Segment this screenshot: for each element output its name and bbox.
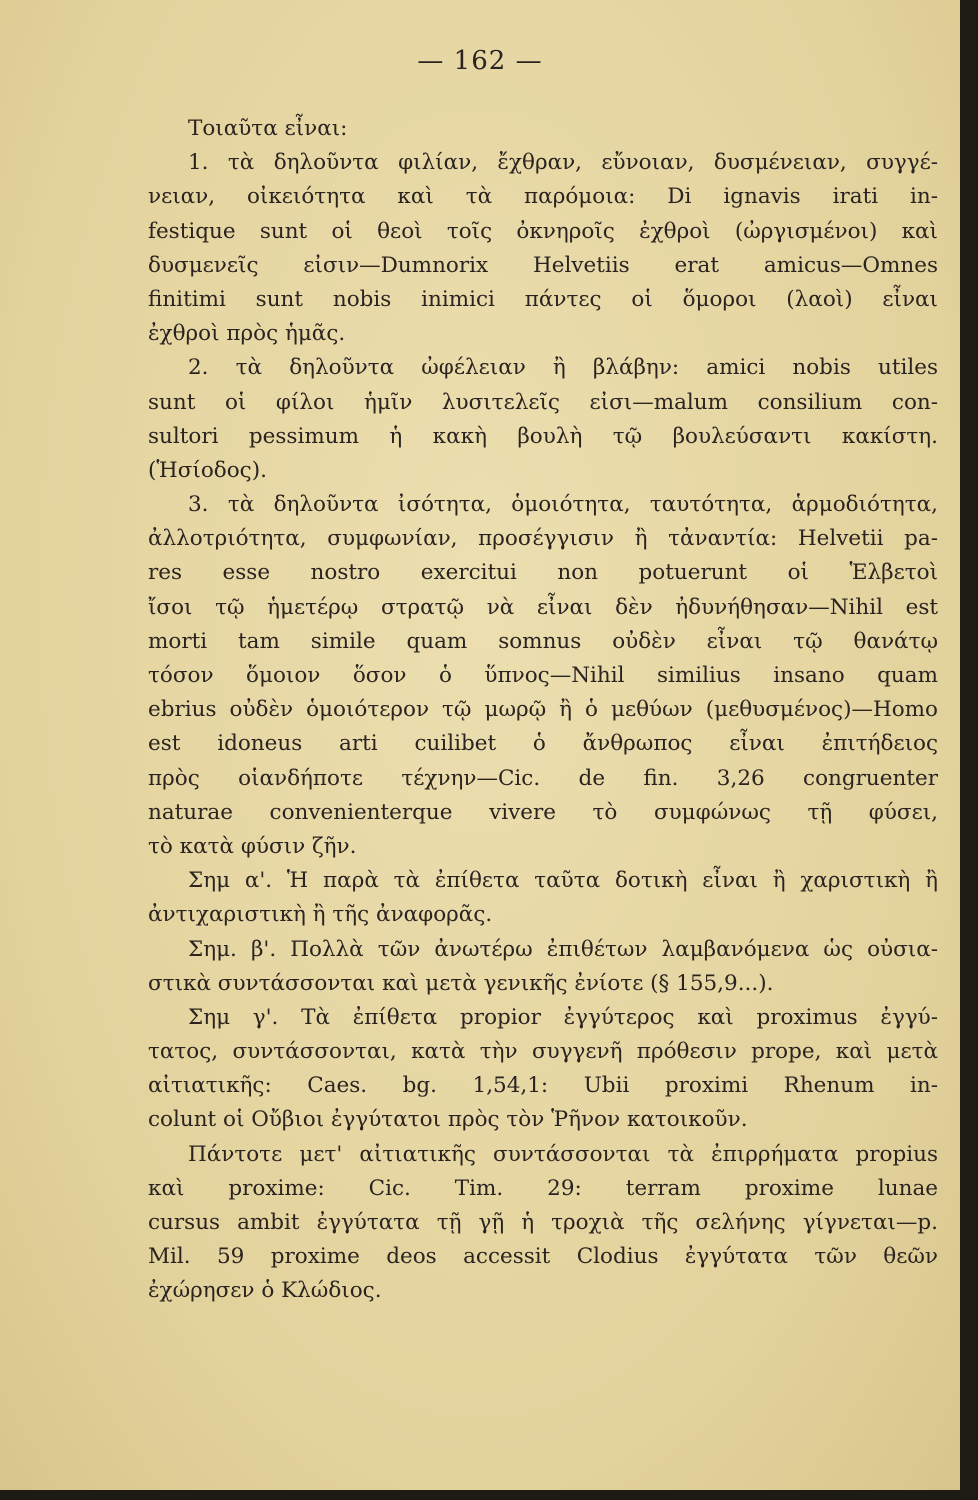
text-line: sultori pessimum ἡ κακὴ βουλὴ τῷ βουλεύσαντι κακίστη. [148,423,938,449]
text-line: 3. τὰ δηλοῦντα ἰσότητα, ὁμοιότητα, ταυτότητα, ἁρμοδιότητα, [188,492,938,518]
text-line: 1. τὰ δηλοῦντα φιλίαν, ἔχθραν, εὔνοιαν, δυσμένειαν, συγγέ- [188,150,938,176]
text-line: Τοιαῦτα εἶναι: [188,116,348,141]
text-line: ἴσοι τῷ ἡμετέρῳ στρατῷ νὰ εἶναι δὲν ἠδυνήθησαν—Nihil est [148,594,938,620]
text-line: morti tam simile quam somnus οὐδὲν εἶναι τῷ θανάτῳ [148,628,938,654]
text-line: πρὸς οἱανδήποτε τέχνην—Cic. de fin. 3,26 congruenter [148,765,938,791]
text-line: cursus ambit ἐγγύτατα τῇ γῇ ἡ τροχιὰ τῆς σελήνης γίγνεται—p. [148,1210,938,1235]
text-line: Mil. 59 proxime deos accessit Clodius ἐγγύτατα τῶν θεῶν [148,1244,938,1270]
text-line: res esse nostro exercitui non potuerunt οἱ Ἑλβετοὶ [148,560,938,586]
scan-edge-bottom [0,1490,978,1500]
text-line: τὸ κατὰ φύσιν ζῆν. [148,833,357,859]
text-line: festique sunt οἱ θεοὶ τοῖς ὀκνηροῖς ἐχθροὶ (ὠργισμένοι) καὶ [148,218,938,244]
text-line: Σημ α'. Ἡ παρὰ τὰ ἐπίθετα ταῦτα δοτικὴ εἶναι ἢ χαριστικὴ ἢ [188,868,938,894]
text-line: αἰτιατικῆς: Caes. bg. 1,54,1: Ubii proximi Rhenum in- [148,1073,938,1099]
text-line: 2. τὰ δηλοῦντα ὠφέλειαν ἢ βλάβην: amici nobis utiles [188,355,938,381]
text-line: δυσμενεῖς εἰσιν—Dumnorix Helvetiis erat amicus—Omnes [148,252,938,278]
text-line: ebrius οὐδὲν ὁμοιότερον τῷ μωρῷ ἢ ὁ μεθύων (μεθυσμένος)—Homo [148,697,938,723]
text-line: naturae convenienterque vivere τὸ συμφώνως τῇ φύσει, [148,799,938,825]
text-line: Σημ γ'. Τὰ ἐπίθετα propior ἐγγύτερος καὶ proximus ἐγγύ- [188,1004,938,1030]
text-line: sunt οἱ φίλοι ἡμῖν λυσιτελεῖς εἰσι—malum consilium con- [148,389,938,415]
text-line: καὶ proxime: Cic. Tim. 29: terram proxime lunae [148,1175,938,1201]
text-line: est idoneus arti cuilibet ὁ ἄνθρωπος εἶναι ἐπιτήδειος [148,731,938,757]
text-line: νειαν, οἰκειότητα καὶ τὰ παρόμοια: Di ignavis irati in- [148,184,938,210]
text-line: colunt οἱ Οὔβιοι ἐγγύτατοι πρὸς τὸν Ῥῆνον κατοικοῦν. [148,1107,748,1133]
text-line: ἐχθροὶ πρὸς ἡμᾶς. [148,321,346,347]
text-line: Πάντοτε μετ' αἰτιατικῆς συντάσσονται τὰ ἐπιρρήματα propius [188,1141,938,1167]
page-number: — 162 — [417,46,543,76]
text-line: (Ἡσίοδος). [148,457,267,483]
text-line: ἀλλοτριότητα, συμφωνίαν, προσέγγισιν ἢ τἀναντία: Helvetii pa- [148,526,938,552]
text-line: finitimi sunt nobis inimici πάντες οἱ ὅμοροι (λαοὶ) εἶναι [148,286,938,312]
text-line: τατος, συντάσσονται, κατὰ τὴν συγγενῆ πρόθεσιν prope, καὶ μετὰ [148,1039,938,1065]
text-line: στικὰ συντάσσονται καὶ μετὰ γενικῆς ἐνίοτε (§ 155,9...). [148,970,774,996]
text-line: ἐχώρησεν ὁ Κλώδιος. [148,1278,382,1304]
text-line: τόσον ὅμοιον ὅσον ὁ ὕπνος—Nihil similius insano quam [148,663,938,688]
page-body-text [148,112,938,1309]
scan-edge-right [960,0,978,1500]
text-line: Σημ. β'. Πολλὰ τῶν ἀνωτέρω ἐπιθέτων λαμβανόμενα ὡς οὐσια- [188,936,938,962]
text-line: ἀντιχαριστικὴ ἢ τῆς ἀναφορᾶς. [148,902,493,928]
